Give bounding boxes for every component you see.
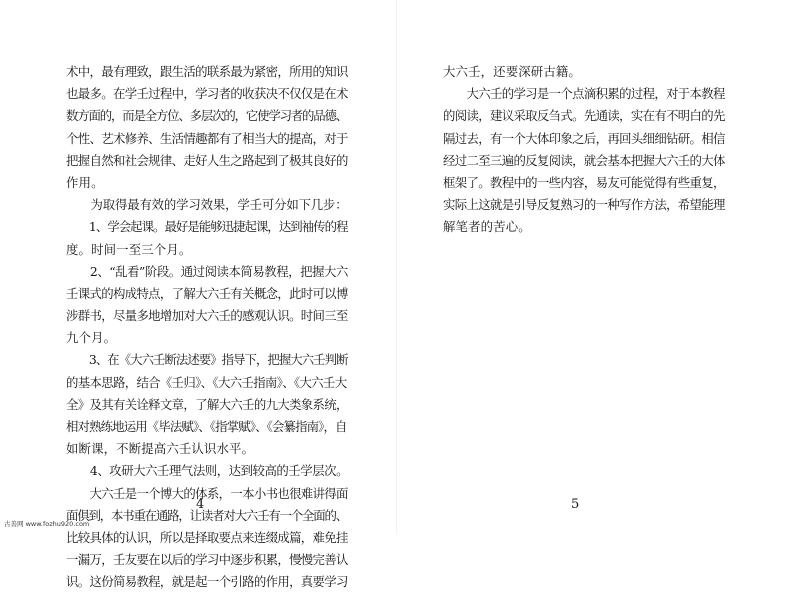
- text-line: 的基本思路，结合《壬归》、《大六壬指南》、《大六壬大: [66, 374, 347, 390]
- text-line: 3、在《大六壬断法述要》指导下，把握大六壬判断: [66, 352, 348, 368]
- text-line: 大六壬，还要深研古籍。: [443, 64, 581, 79]
- text-line: 把握自然和社会规律、走好人生之路起到了极其良好的: [66, 152, 348, 168]
- page-number-right: 5: [571, 497, 580, 512]
- text-line: 大六壬是一个博大的体系，一本小书也很难讲得面: [66, 485, 348, 501]
- text-line: 数方面的，而是全方位、多层次的，它使学习者的品德、: [66, 108, 348, 124]
- text-line: 如断课，不断提高六壬认识水平。: [66, 441, 255, 457]
- footer-watermark: 古善网 www.fozhu920.com: [4, 520, 90, 528]
- page-number-left: 4: [196, 497, 205, 512]
- text-line: 度。时间一至三个月。: [66, 241, 192, 257]
- text-line: 作用。: [66, 174, 104, 190]
- text-line: 也最多。在学壬过程中，学习者的收获决不仅仅是在术: [66, 86, 348, 102]
- text-line: 全》及其有关诠释文章，了解大六壬的九大类象系统，: [66, 396, 348, 412]
- text-line: 1、学会起课。最好是能够迅捷起课，达到袖传的程: [66, 219, 348, 235]
- text-line: 相对熟练地运用《毕法赋》、《指掌赋》、《会纂指南》，自: [66, 419, 347, 434]
- text-line: 识。这份简易教程，就是起一个引路的作用，真要学习: [66, 574, 348, 590]
- text-line: 为取得最有效的学习效果，学壬可分如下几步：: [66, 197, 348, 213]
- text-line: 2、“乱看”阶段。通过阅读本简易教程，把握大六: [66, 263, 348, 279]
- left-page-text: [66, 61, 348, 594]
- left-page: [0, 0, 396, 590]
- right-page-text: [443, 61, 725, 239]
- text-line: 隔过去，有一个大体印象之后，再回头细细钻研。相信: [443, 130, 725, 146]
- text-line: 面俱到，本书重在通路，让读者对大六壬有一个全面的、: [66, 507, 348, 523]
- text-line: 4、攻研大六壬理气法则，达到较高的壬学层次。: [66, 463, 349, 479]
- text-line: 九个月。: [66, 330, 117, 346]
- text-line: 个性、艺术修养、生活情趣都有了相当大的提高，对于: [66, 130, 348, 146]
- text-line: 一漏万，壬友要在以后的学习中逐步积累，慢慢完善认: [66, 552, 348, 568]
- text-line: 经过二至三遍的反复阅读，就会基本把握大六壬的大体: [443, 152, 725, 168]
- text-line: 术中，最有理致，跟生活的联系最为紧密，所用的知识: [66, 64, 348, 79]
- text-line: 大六壬的学习是一个点滴积累的过程，对于本教程: [443, 86, 725, 102]
- text-line: 实际上这就是引导反复熟习的一种写作方法，希望能理: [443, 197, 725, 213]
- text-line: 涉群书，尽量多地增加对大六壬的感观认识。时间三至: [66, 308, 348, 324]
- text-line: 比较具体的认识，所以是择取要点来连缀成篇，难免挂: [66, 529, 348, 545]
- text-line: 框架了。教程中的一些内容，易友可能觉得有些重复，: [443, 174, 725, 190]
- text-line: 解笔者的苦心。: [443, 219, 531, 235]
- text-line: 的阅读，建议采取反刍式。先通读，实在有不明白的先: [443, 108, 725, 124]
- text-line: 壬课式的构成特点，了解大六壬有关概念，此时可以博: [66, 285, 348, 301]
